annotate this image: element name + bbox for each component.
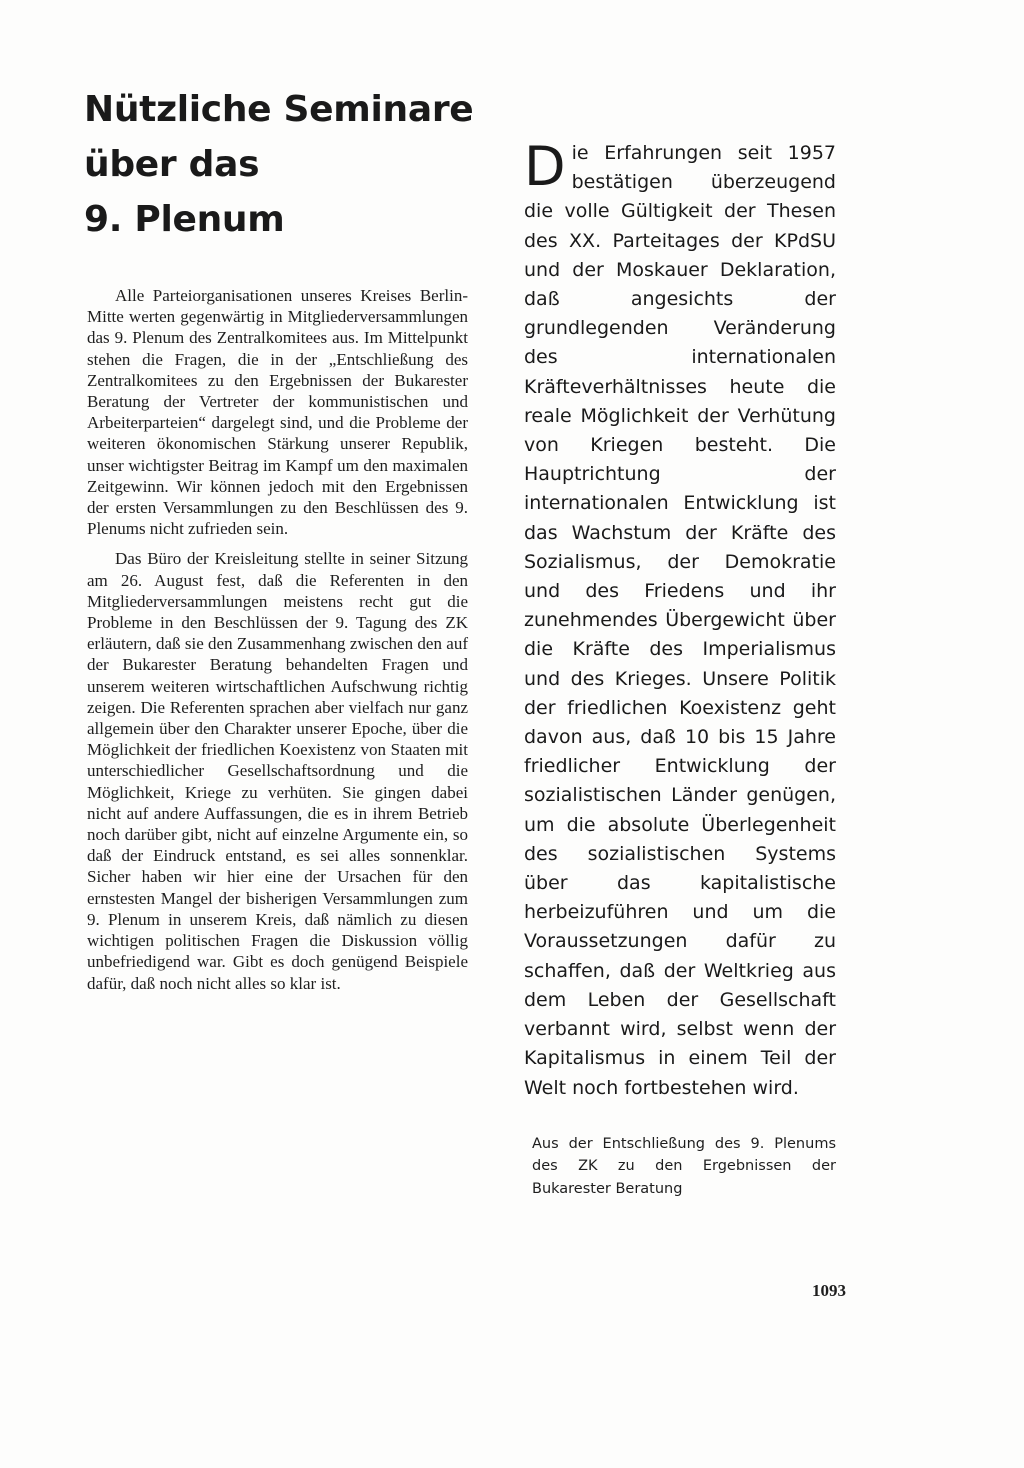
- headline-line-2: über das: [84, 144, 260, 185]
- article-paragraph-1: Alle Parteiorganisationen unseres Kreises Berlin-Mitte werten gegenwärtig in Mitgliederversammlungen das 9. Plenum des Zentralkomitees aus. Im Mittelpunkt stehen die Fragen, die in der „Entschließung des Zentralkomitees zu den Ergebnissen der Bukarester Beratung der Vertreter der kommunistischen und Arbeiterparteien“ dargelegt sind, und die Probleme der weiteren ökonomischen Stärkung unserer Republik, unser wichtigster Beitrag im Kampf um den maximalen Zeitgewinn. Wir können jedoch mit den Ergebnissen der ersten Versammlungen zu den Beschlüssen des 9. Plenums nicht zufrieden sein.: [87, 286, 468, 539]
- quote-box: [524, 135, 836, 1200]
- quote-dropcap: D: [524, 135, 566, 198]
- quote-text: ie Erfahrungen seit 1957 bestätigen überzeugend die volle Gültigkeit der Thesen des XX. Parteitages der KPdSU und der Moskauer Deklaration, daß angesichts der grundlegenden Veränderung des internationalen Kräfteverhältnisses heute die reale Möglichkeit der Verhütung von Kriegen besteht. Die Hauptrichtung der internationalen Entwicklung ist das Wachstum der Kräfte des Sozialismus, der Demokratie und des Friedens und ihr zunehmendes Übergewicht über die Kräfte des Imperialismus und des Krieges. Unsere Politik der friedlichen Koexistenz geht davon aus, daß 10 bis 15 Jahre friedlicher Entwicklung der sozialistischen Länder genügen, um die absolute Überlegenheit des sozialistischen Systems über das kapitalistische herbeizuführen und um die Voraussetzungen dafür zu schaffen, daß der Weltkrieg aus dem Leben der Gesellschaft verbannt wird, selbst wenn der Kapitalismus in einem Teil der Welt noch fortbestehen wird.: [524, 142, 836, 1099]
- article-body: [87, 285, 468, 994]
- article-headline: [84, 82, 474, 247]
- quote-text-paragraph: [524, 135, 836, 1103]
- article-paragraph-2: Das Büro der Kreisleitung stellte in seiner Sitzung am 26. August fest, daß die Referenten in den Mitgliederversammlungen meistens recht gut die Probleme in den Beschlüssen der 9. Tagung des ZK erläutern, daß sie den Zusammenhang zwischen den auf der Bukarester Beratung behandelten Fragen und unserem weiteren wirtschaftlichen Aufschwung richtig zeigen. Die Referenten sprachen aber vielfach nur ganz allgemein über den Charakter unserer Epoche, über die Möglichkeit der friedlichen Koexistenz von Staaten mit unterschiedlicher Gesellschaftsordnung und die Möglichkeit, Kriege zu verhüten. Sie gingen dabei nicht auf andere Auffassungen, die es in ihrem Betrieb noch darüber gibt, nicht auf einzelne Argumente ein, so daß der Eindruck entstand, es sei alles sonnenklar. Sicher haben wir hier eine der Ursachen für den ernstesten Mangel der bisherigen Versammlungen zum 9. Plenum in unserem Kreis, daß nämlich zu diesen wichtigen politischen Fragen die Diskussion völlig unbefriedigend war. Gibt es doch genügend Beispiele dafür, daß noch nicht alles so klar ist.: [87, 549, 468, 993]
- headline-line-3: 9. Plenum: [84, 199, 285, 240]
- quote-source: Aus der Entschließung des 9. Plenums des ZK zu den Ergebnissen der Bukarester Beratung: [532, 1135, 836, 1197]
- page-number: 1093: [812, 1281, 846, 1300]
- headline-line-1: Nützliche Seminare: [84, 89, 474, 130]
